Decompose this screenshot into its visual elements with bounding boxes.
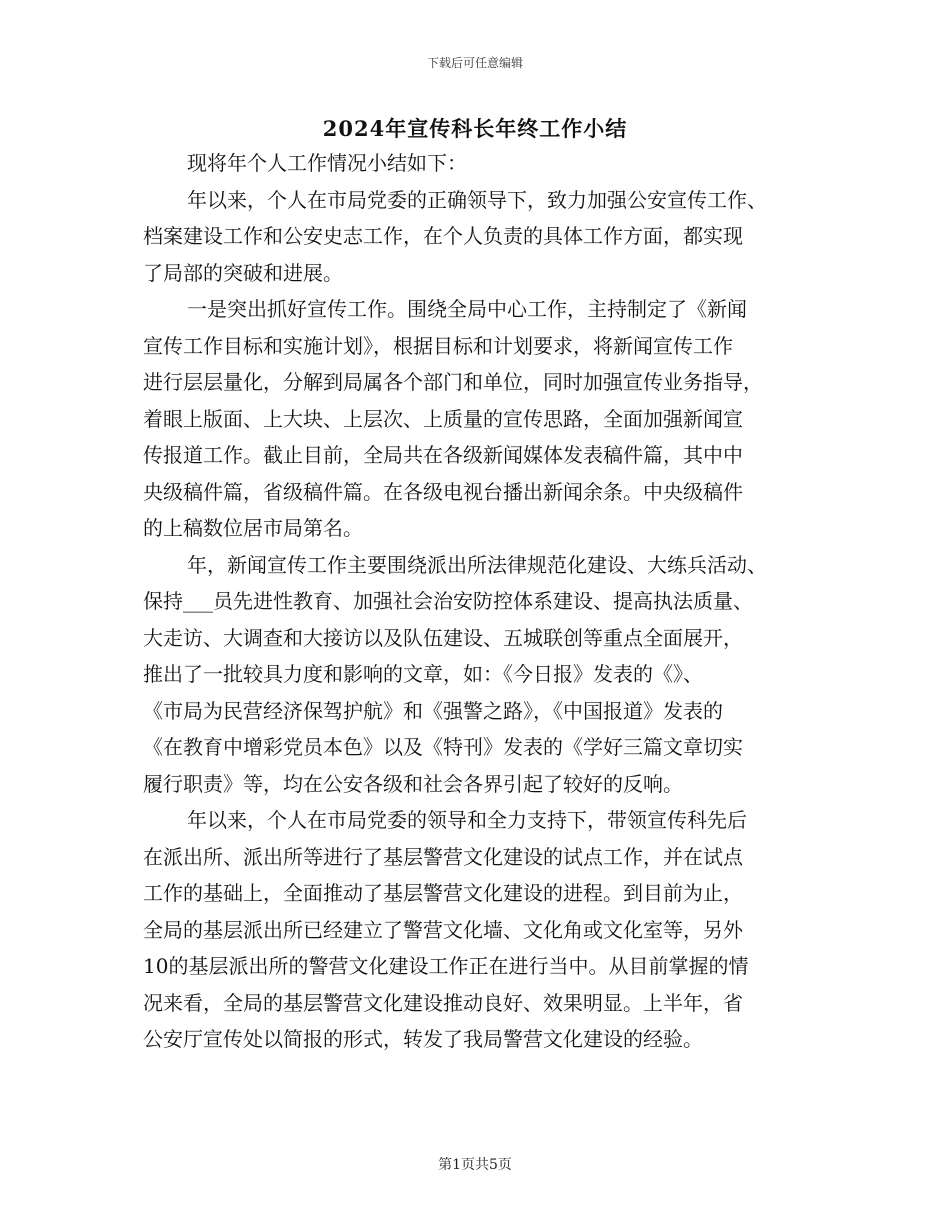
paragraph-line: 《市局为民营经济保驾护航》和《强警之路》，《中国报道》发表的 — [143, 698, 723, 723]
paragraph-3 — [143, 547, 823, 803]
paragraph-line: 一是突出抓好宣传工作。围绕全局中心工作，主持制定了《新闻 — [187, 297, 747, 321]
paragraph-line: 进行层层量化，分解到局属各个部门和单位，同时加强宣传业务指导， — [143, 370, 763, 394]
paragraph-line: 工作的基础上，全面推动了基层警营文化建设的进程。到目前为止， — [143, 881, 743, 905]
paragraph-line: 推出了一批较具力度和影响的文章，如：《今日报》发表的《》、 — [143, 662, 703, 686]
paragraph-line: 10的基层派出所的警营文化建设工作正在进行当中。从目前掌握的情 — [143, 954, 749, 978]
header-note: 下载后可任意编辑 — [426, 56, 523, 70]
paragraph-line: 履行职责》等，均在公安各级和社会各界引起了较好的反响。 — [143, 771, 683, 796]
paragraph-1 — [143, 182, 823, 292]
intro-line: 现将年个人工作情况小结如下： — [187, 151, 467, 175]
paragraph-line: 《在教育中增彩党员本色》以及《特刊》发表的《学好三篇文章切实 — [143, 735, 743, 759]
paragraph-line: 况来看，全局的基层警营文化建设推动良好、效果明显。上半年，省 — [143, 990, 743, 1015]
paragraph-line: 大走访、大调查和大接访以及队伍建设、五城联创等重点全面展开， — [143, 625, 743, 650]
paragraph-line: 档案建设工作和公安史志工作，在个人负责的具体工作方面，都实现 — [143, 224, 743, 248]
paragraph-line: 了局部的突破和进展。 — [143, 260, 343, 285]
paragraph-line: 年以来，个人在市局党委的正确领导下，致力加强公安宣传工作、 — [187, 187, 767, 212]
page-title: 2024年宣传科长年终工作小结 — [322, 116, 628, 141]
paragraph-line: 在派出所、派出所等进行了基层警营文化建设的试点工作，并在试点 — [143, 844, 743, 869]
paragraph-4 — [143, 802, 823, 1058]
paragraph-line: 宣传工作目标和实施计划》，根据目标和计划要求，将新闻宣传工作 — [143, 333, 733, 358]
paragraph-line: 公安厅宣传处以简报的形式，转发了我局警营文化建设的经验。 — [143, 1027, 703, 1051]
document-body — [143, 145, 823, 1058]
paragraph-line: 的上稿数位居市局第名。 — [143, 516, 363, 540]
paragraph-2 — [143, 291, 823, 547]
paragraph-line: 年以来，个人在市局党委的领导和全力支持下，带领宣传科先后 — [187, 808, 747, 832]
paragraph-line: 着眼上版面、上大块、上层次、上质量的宣传思路，全面加强新闻宣 — [143, 406, 743, 431]
paragraph-line: 传报道工作。截止目前，全局共在各级新闻媒体发表稿件篇，其中中 — [143, 443, 743, 467]
paragraph-line: 保持___员先进性教育、加强社会治安防控体系建设、提高执法质量、 — [143, 589, 753, 613]
paragraph-line: 年，新闻宣传工作主要围绕派出所法律规范化建设、大练兵活动、 — [187, 552, 767, 577]
paragraph-line: 全局的基层派出所已经建立了警营文化墙、文化角或文化室等，另外 — [143, 917, 743, 942]
paragraph-line: 央级稿件篇，省级稿件篇。在各级电视台播出新闻余条。中央级稿件 — [143, 479, 743, 504]
page-footer: 第1页共5页 — [438, 1157, 512, 1173]
